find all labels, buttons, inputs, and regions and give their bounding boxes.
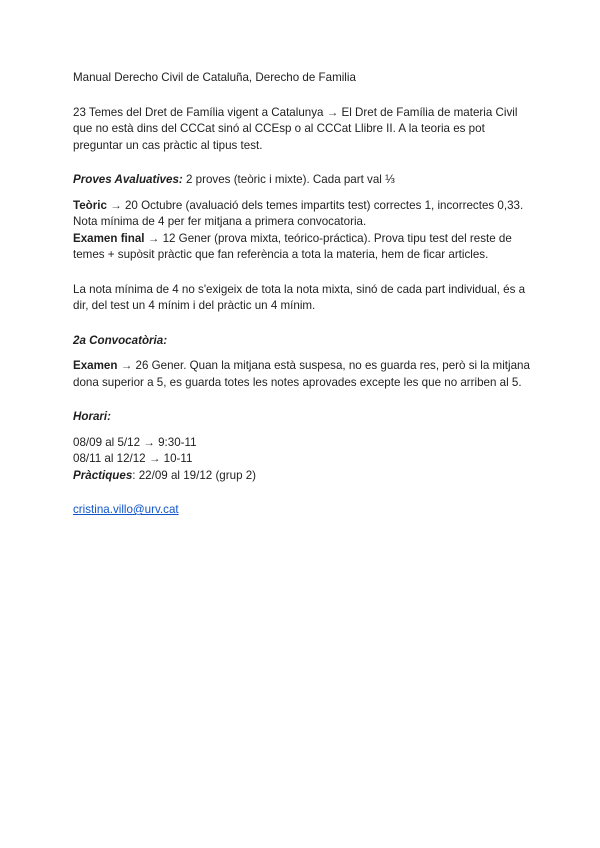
horari-line-1: 08/09 al 5/12 → 9:30-11 [73, 435, 197, 449]
proves-text: 2 proves (teòric i mixte). Cada part val ⅓ [182, 173, 395, 186]
practiques-label: Pràctiques [73, 468, 133, 482]
email-line [73, 502, 533, 519]
document-title: Manual Derecho Civil de Cataluña, Derecho de Familia [73, 71, 356, 84]
horari-heading: Horari: [73, 410, 112, 423]
examen-final-label: Examen final [73, 231, 145, 245]
teoric-text: → 20 Octubre (avaluació dels temes impartits test) correctes 1, incorrectes 0,33. Nota mínima de 4 per fer mitjana a primera convocatoria. [73, 198, 524, 228]
horari-line-2: 08/11 al 12/12 → 10-11 [73, 452, 193, 465]
teoric-paragraph [73, 198, 533, 231]
email-link[interactable]: cristina.villo@urv.cat [73, 503, 179, 516]
examen-label: Examen [73, 359, 118, 372]
examen-text: → 26 Gener. Quan la mitjana està suspesa, no es guarda res, però si la mitjana dona superior a 5, es guarda totes les notes aprovades excepte les que no arriben al 5. [73, 359, 530, 389]
practiques-text: : 22/09 al 19/12 (grup 2) [132, 468, 257, 482]
examen-final-paragraph [73, 231, 533, 264]
proves-label: Proves Avaluatives: [73, 173, 183, 186]
proves-line [73, 172, 533, 189]
examen-paragraph [73, 358, 533, 391]
examen-final-text: → 12 Gener (prova mixta, teórico-práctica). Prova tipu test del reste de temes + supòsit pràctic que fan referència a tota la materia, hem de ficar articles. [73, 231, 512, 261]
practiques-line [73, 468, 533, 485]
nota-minima-paragraph: La nota mínima de 4 no s'exigeix de tota la nota mixta, sinó de cada part individual, és a dir, del test un 4 mínim i del pràctic un 4 mínim. [73, 282, 526, 312]
document-page [73, 70, 533, 519]
convocatoria-heading: 2a Convocatòria: [73, 333, 168, 347]
intro-paragraph: 23 Temes del Dret de Família vigent a Catalunya → El Dret de Família de materia Civil que no està dins del CCCat sinó al CCEsp o al CCCat Llibre II. A la teoria es pot preguntar un cas pràctic al tipus test. [73, 105, 518, 152]
teoric-label: Teòric [73, 198, 107, 212]
